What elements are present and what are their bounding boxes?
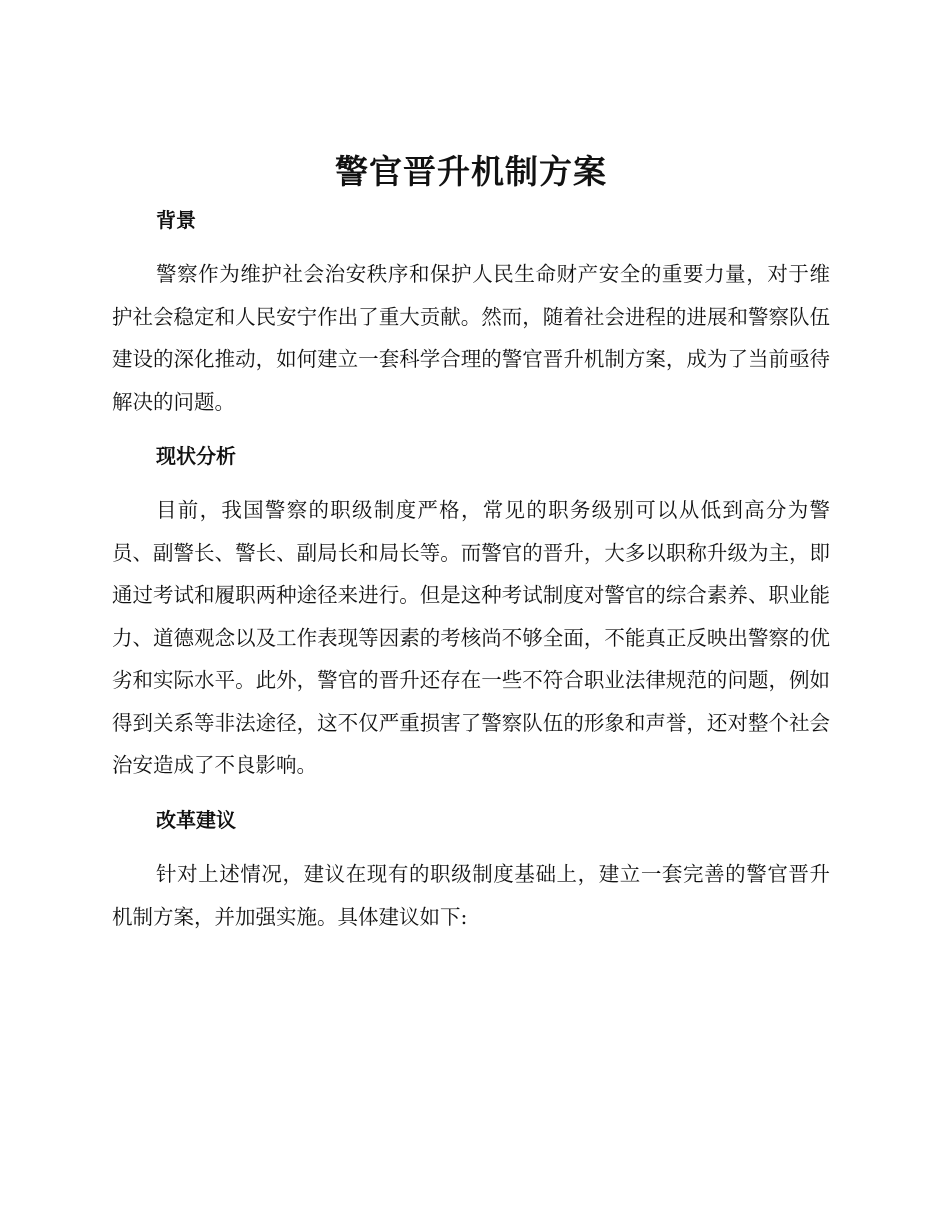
section-paragraph-reform-suggestions: 针对上述情况，建议在现有的职级制度基础上，建立一套完善的警官晋升机制方案，并加强实施。具体建议如下: — [112, 862, 830, 929]
section-heading-status-analysis: 现状分析 — [156, 444, 236, 468]
section-heading-reform-suggestions: 改革建议 — [156, 808, 236, 832]
section-paragraph-background: 警察作为维护社会治安秩序和保护人民生命财产安全的重要力量，对于维护社会稳定和人民安宁作出了重大贡献。然而，随着社会进程的进展和警察队伍建设的深化推动，如何建立一套科学合理的警官晋升机制方案，成为了当前亟待解决的问题。 — [112, 262, 830, 414]
section-paragraph-status-analysis: 目前，我国警察的职级制度严格，常见的职务级别可以从低到高分为警员、副警长、警长、副局长和局长等。而警官的晋升，大多以职称升级为主，即通过考试和履职两种途径来进行。但是这种考试制度对警官的综合素养、职业能力、道德观念以及工作表现等因素的考核尚不够全面，不能真正反映出警察的优劣和实际水平。此外，警官的晋升还存在一些不符合职业法律规范的问题，例如得到关系等非法途径，这不仅严重损害了警察队伍的形象和声誉，还对整个社会治安造成了不良影响。 — [112, 498, 830, 777]
document-title: 警官晋升机制方案 — [335, 152, 607, 191]
section-heading-background: 背景 — [156, 208, 196, 232]
